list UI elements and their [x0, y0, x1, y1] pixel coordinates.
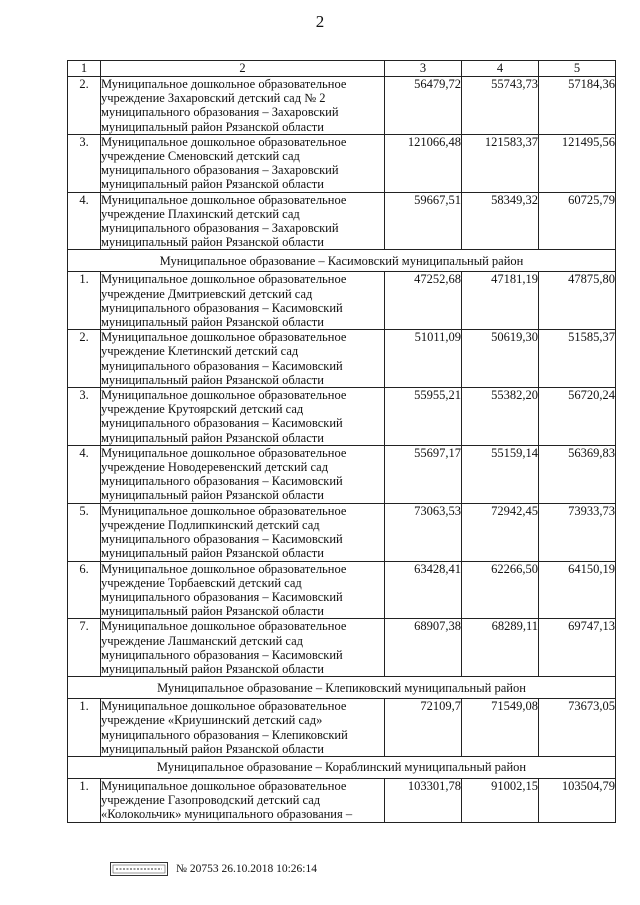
value-col-5: 64150,19: [539, 561, 616, 619]
value-col-3: 63428,41: [385, 561, 462, 619]
table-row: [68, 330, 616, 388]
row-number: 6.: [68, 561, 101, 619]
value-col-3: 68907,38: [385, 619, 462, 677]
row-number: 2.: [68, 330, 101, 388]
value-col-5: 69747,13: [539, 619, 616, 677]
header-cell-4: 4: [462, 61, 539, 77]
value-col-5: 103504,79: [539, 778, 616, 822]
header-row: [68, 61, 616, 77]
institution-name: Муниципальное дошкольное образовательное учреждение Плахинский детский сад муниципального образования – Захаровский муниципальный район Рязанской области: [101, 192, 385, 250]
institution-name: Муниципальное дошкольное образовательное учреждение Газопроводский детский сад «Колокольчик» муниципального образования –: [101, 778, 385, 822]
value-col-3: 56479,72: [385, 77, 462, 135]
row-number: 1.: [68, 699, 101, 757]
table-row: [68, 388, 616, 446]
row-number: 4.: [68, 192, 101, 250]
value-col-3: 59667,51: [385, 192, 462, 250]
section-row: [68, 756, 616, 778]
institution-name: Муниципальное дошкольное образовательное учреждение Подлипкинский детский сад муниципального образования – Касимовский муниципальный район Рязанской области: [101, 503, 385, 561]
row-number: 4.: [68, 445, 101, 503]
value-col-3: 103301,78: [385, 778, 462, 822]
institution-name: Муниципальное дошкольное образовательное учреждение Сменовский детский сад муниципального образования – Захаровский муниципальный район Рязанской области: [101, 134, 385, 192]
doc-registration-number: № 20753 26.10.2018 10:26:14: [176, 863, 317, 875]
institution-name: Муниципальное дошкольное образовательное учреждение Крутоярский детский сад муниципального образования – Касимовский муниципальный район Рязанской области: [101, 388, 385, 446]
table-row: [68, 192, 616, 250]
table-row: [68, 778, 616, 822]
table-row: [68, 445, 616, 503]
value-col-4: 91002,15: [462, 778, 539, 822]
value-col-5: 57184,36: [539, 77, 616, 135]
institution-name: Муниципальное дошкольное образовательное учреждение Новодеревенский детский сад муниципального образования – Касимовский муниципальный район Рязанской области: [101, 445, 385, 503]
row-number: 7.: [68, 619, 101, 677]
value-col-3: 72109,7: [385, 699, 462, 757]
value-col-4: 72942,45: [462, 503, 539, 561]
value-col-5: 51585,37: [539, 330, 616, 388]
section-title: Муниципальное образование – Кораблинский муниципальный район: [68, 756, 616, 778]
value-col-3: 55697,17: [385, 445, 462, 503]
page-number: 2: [315, 12, 325, 31]
section-title: Муниципальное образование – Касимовский муниципальный район: [68, 250, 616, 272]
header-cell-1: 1: [68, 61, 101, 77]
value-col-5: 56720,24: [539, 388, 616, 446]
footer: [110, 862, 317, 876]
value-col-4: 55743,73: [462, 77, 539, 135]
value-col-3: 51011,09: [385, 330, 462, 388]
institution-name: Муниципальное дошкольное образовательное учреждение Дмитриевский детский сад муниципального образования – Касимовский муниципальный район Рязанской области: [101, 272, 385, 330]
table-row: [68, 77, 616, 135]
value-col-4: 62266,50: [462, 561, 539, 619]
value-col-4: 55382,20: [462, 388, 539, 446]
value-col-3: 47252,68: [385, 272, 462, 330]
section-title: Муниципальное образование – Клепиковский муниципальный район: [68, 677, 616, 699]
header-cell-3: 3: [385, 61, 462, 77]
value-col-5: 73673,05: [539, 699, 616, 757]
value-col-5: 60725,79: [539, 192, 616, 250]
row-number: 5.: [68, 503, 101, 561]
row-number: 2.: [68, 77, 101, 135]
institution-name: Муниципальное дошкольное образовательное учреждение Клетинский детский сад муниципального образования – Касимовский муниципальный район Рязанской области: [101, 330, 385, 388]
value-col-5: 56369,83: [539, 445, 616, 503]
institution-name: Муниципальное дошкольное образовательное учреждение Лашманский детский сад муниципального образования – Касимовский муниципальный район Рязанской области: [101, 619, 385, 677]
value-col-4: 47181,19: [462, 272, 539, 330]
value-col-5: 73933,73: [539, 503, 616, 561]
section-row: [68, 677, 616, 699]
table-row: [68, 134, 616, 192]
institution-name: Муниципальное дошкольное образовательное учреждение Торбаевский детский сад муниципального образования – Касимовский муниципальный район Рязанской области: [101, 561, 385, 619]
row-number: 1.: [68, 272, 101, 330]
value-col-5: 47875,80: [539, 272, 616, 330]
table-row: [68, 561, 616, 619]
notary-stamp-icon: [110, 862, 168, 876]
value-col-3: 121066,48: [385, 134, 462, 192]
funding-table: [67, 60, 616, 823]
value-col-3: 73063,53: [385, 503, 462, 561]
row-number: 1.: [68, 778, 101, 822]
row-number: 3.: [68, 134, 101, 192]
table-row: [68, 619, 616, 677]
table-body: [68, 61, 616, 823]
section-row: [68, 250, 616, 272]
table-row: [68, 503, 616, 561]
value-col-5: 121495,56: [539, 134, 616, 192]
row-number: 3.: [68, 388, 101, 446]
table-row: [68, 272, 616, 330]
value-col-4: 121583,37: [462, 134, 539, 192]
value-col-4: 68289,11: [462, 619, 539, 677]
value-col-4: 55159,14: [462, 445, 539, 503]
table-row: [68, 699, 616, 757]
value-col-3: 55955,21: [385, 388, 462, 446]
institution-name: Муниципальное дошкольное образовательное учреждение «Криушинский детский сад» муниципального образования – Клепиковский муниципальный район Рязанской области: [101, 699, 385, 757]
value-col-4: 71549,08: [462, 699, 539, 757]
value-col-4: 50619,30: [462, 330, 539, 388]
value-col-4: 58349,32: [462, 192, 539, 250]
institution-name: Муниципальное дошкольное образовательное учреждение Захаровский детский сад № 2 муниципального образования – Захаровский муниципальный район Рязанской области: [101, 77, 385, 135]
header-cell-5: 5: [539, 61, 616, 77]
header-cell-2: 2: [101, 61, 385, 77]
